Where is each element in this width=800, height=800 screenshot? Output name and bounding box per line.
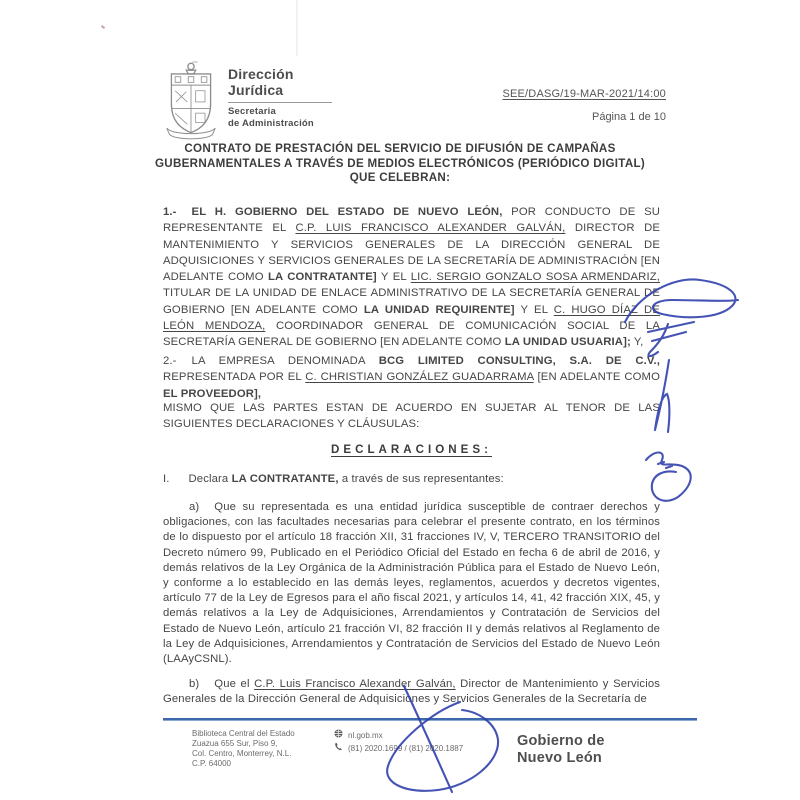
agreement-intro-paragraph	[163, 400, 660, 433]
title-line-1: CONTRATO DE PRESTACIÓN DEL SERVICIO DE DIFUSIÓN DE CAMPAÑAS	[184, 142, 616, 155]
document-reference-number: SEE/DASG/19-MAR-2021/14:00	[502, 88, 666, 100]
address-line-2: Zuazua 655 Sur, Piso 9,	[192, 739, 278, 748]
party-2-paragraph	[163, 353, 660, 402]
globe-icon	[334, 729, 343, 742]
secretariat-name-line1: Secretaria	[228, 106, 276, 117]
party-2-number: 2.-	[163, 355, 177, 367]
gobierno-nuevo-leon-wordmark	[517, 733, 605, 767]
scan-speck-artifact	[101, 25, 105, 29]
address-line-4: C.P. 64000	[192, 759, 231, 768]
party-1-paragraph	[163, 204, 660, 351]
phone-icon	[334, 742, 343, 755]
title-line-3: QUE CELEBRAN:	[349, 171, 451, 185]
party-1-number: 1.-	[163, 206, 177, 218]
declaraciones-heading: DECLARACIONES:	[331, 443, 492, 456]
brand-line-2: Nuevo León	[517, 750, 602, 766]
reference-block	[502, 88, 666, 123]
header-divider	[228, 102, 332, 103]
footer-phone: (81) 2020.1699 / (81) 2020.1887	[348, 744, 464, 753]
declaration-item-1	[163, 472, 660, 487]
agreement-intro-text: MISMO QUE LAS PARTES ESTAN DE ACUERDO EN SUJETAR AL TENOR DE LAS SIGUIENTES DECLARACIONES Y CLÁUSULAS:	[163, 402, 660, 431]
party-1-text: EL H. GOBIERNO DEL ESTADO DE NUEVO LEÓN, POR CONDUCTO DE SU REPRESENTANTE EL C.P. LUIS FRANCISCO ALEXANDER GALVÁN, DIRECTOR DE MANTENIMIENTO Y SERVICIOS GENERALES DE LA DIRECCIÓN GENERAL DE ADQUISICIONES Y SERVICIOS GENERALES DE LA SECRETARÍA DE ADMINISTRACIÓN [EN ADELANTE COMO LA CONTRATANTE] Y EL LIC. SERGIO GONZALO SOSA ARMENDARIZ, TITULAR DE LA UNIDAD DE ENLACE ADMINISTRATIVO DE LA SECRETARÍA GENERAL DE GOBIERNO [EN ADELANTE COMO LA UNIDAD REQUIRENTE] Y EL C. HUGO DÍAZ DE LEÓN MENDOZA, COORDINADOR GENERAL DE COMUNICACIÓN SOCIAL DE LA SECRETARÍA GENERAL DE GOBIERNO [EN ADELANTE COMO LA UNIDAD USUARIA]; Y,	[163, 206, 661, 349]
nuevo-leon-coat-of-arms-logo	[163, 60, 219, 147]
clause-a-text: Que su representada es una entidad jurídica susceptible de contraer derechos y obligaciones, con las facultades necesarias para celebrar el presente contrato, en los términos de lo dispuesto por el artículo 18 fracción XII, 31 fracciones IV, V, TERCERO TRANSITORIO del Decreto número 99, Publicado en el Periódico Oficial del Estado en fecha 6 de abril de 2016, y demás relativos de la Ley Orgánica de la Administración Pública para el Estado de Nuevo León, y conforme a lo establecido en las demás leyes, reglamentos, acuerdos y decretos vigentes, artículo 77 de la Ley de Egresos para el año fiscal 2021, y artículos 14, 41, 42 fracción XIX, 45, y demás relativos a la Ley de Adquisiciones, Arrendamientos y Contratación de Servicios del Estado de Nuevo León, artículo 21 fracción VI, 82 fracción II y demás relativos al Reglamento de la Ley de Adquisiciones, Arrendamientos y Contratación de Servicios del Estado de Nuevo León (LAAyCSNL).	[163, 501, 660, 666]
footer-address	[192, 729, 295, 769]
secretariat-name-line2: de Administración	[228, 117, 314, 129]
clause-b-paragraph	[163, 677, 660, 707]
clause-a-paragraph	[163, 500, 660, 667]
party-2-text: LA EMPRESA DENOMINADA BCG LIMITED CONSULTING, S.A. DE C.V., REPRESENTADA POR EL C. CHRISTIAN GONZÁLEZ GUADARRAMA [EN ADELANTE COMO EL PROVEEDOR],	[163, 355, 661, 400]
clause-b-text: Que el C.P. Luis Francisco Alexander Galván, Director de Mantenimiento y Servicios Generales de la Dirección General de Adquisiciones y Servicios Generales de la Secretaría de	[163, 678, 660, 706]
declaration-item-1-number: I.	[163, 473, 170, 485]
address-line-3: Col. Centro, Monterrey, N.L.	[192, 749, 292, 758]
footer-contact	[334, 729, 463, 755]
header-department-block	[228, 66, 368, 129]
page-indicator: Página 1 de 10	[591, 111, 666, 123]
footer-website: nl.gob.mx	[348, 731, 383, 740]
footer-divider-line	[163, 718, 697, 720]
clause-a-label: a)	[189, 501, 200, 513]
department-name-line2: Jurídica	[228, 82, 284, 98]
address-line-1: Biblioteca Central del Estado	[192, 729, 295, 738]
contract-title	[150, 142, 650, 186]
scan-fold-artifact	[296, 0, 298, 56]
clause-b-label: b)	[189, 678, 200, 690]
department-name-line1: Dirección	[228, 66, 294, 82]
brand-line-1: Gobierno de	[517, 733, 605, 749]
declaration-item-1-text: Declara LA CONTRATANTE, a través de sus representantes:	[188, 473, 504, 485]
title-line-2: GUBERNAMENTALES A TRAVÉS DE MEDIOS ELECTRÓNICOS (PERIÓDICO DIGITAL)	[154, 156, 646, 170]
